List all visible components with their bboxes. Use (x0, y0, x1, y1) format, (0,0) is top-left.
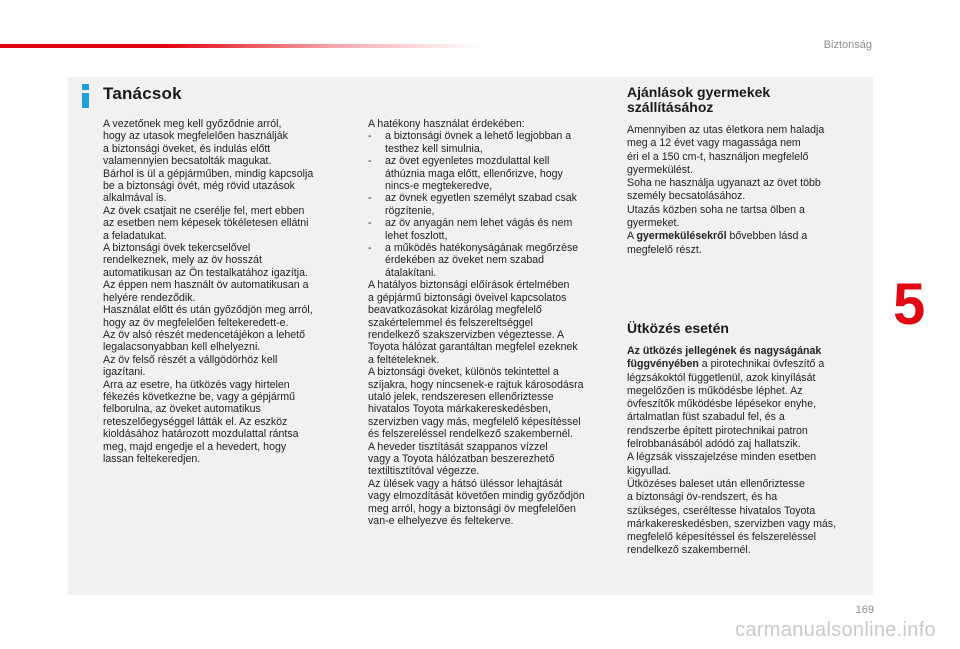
text-line: az esetben nem képesek tökéletesen ellátni (103, 217, 309, 230)
text-line: márkakereskedésben, szervizben vagy más, (627, 517, 837, 530)
text-line: kigyullad. (627, 464, 672, 477)
text-line: kioldásához határozott mozdulattal rántsa (103, 428, 299, 441)
text-line: fékezés következne be, vagy a gépjármű (103, 390, 295, 403)
text-line: Amennyiben az utas életkora nem haladja (627, 124, 825, 136)
collision-heading: Ütközés esetén (627, 320, 729, 336)
list-dash: - (368, 217, 372, 230)
text-line: nincs-e megtekeredve, (385, 180, 493, 193)
text-run: bővebben lásd a (726, 230, 808, 243)
text-line: reteszelőegységgel látták el. Az eszköz (103, 415, 288, 428)
text-line: Arra az esetre, ha ütközés vagy hirtelen (103, 378, 290, 391)
text-line: alkalmával is. (103, 192, 167, 205)
text-line: hogy az öv megfelelően feltekeredett-e. (103, 316, 289, 329)
list-item (368, 155, 608, 192)
header-accent-bar (0, 44, 480, 48)
watermark: carmanualsonline.info (735, 619, 936, 641)
list-item (368, 130, 608, 155)
text-line: a biztonsági öv-rendszert, és ha (627, 491, 778, 504)
text-line: rendelkező szakembernél. (627, 544, 751, 557)
text-line: a gépjármű biztonsági öveivel kapcsolatos (368, 291, 567, 304)
list-item (368, 242, 608, 279)
text-line (627, 358, 872, 371)
info-icon (78, 84, 94, 108)
text-line: vagy a Toyota hálózatban beszerezhető (368, 452, 555, 465)
children-heading (627, 85, 847, 115)
text-run: a pirotechnikai övfeszítő a (698, 358, 825, 371)
text-line: áthúznia maga előtt, ellenőrizve, hogy (385, 167, 563, 180)
text-line: meg a 12 évet vagy magassága nem (627, 137, 801, 150)
text-line: legalacsonyabban kell elhelyezni. (103, 341, 261, 354)
text-line: Az övek csatjait ne cserélje fel, mert ebben (103, 204, 305, 217)
chapter-number: 5 (893, 272, 926, 337)
text-line: övfeszítők működésbe lépésekor enyhe, (627, 398, 817, 411)
text-line: Ütközéses baleset után ellenőriztesse (627, 477, 805, 490)
text-line: megelőzően is működésbe léphet. Az (627, 384, 803, 397)
child-seats-reference: gyermekülésekről (636, 230, 727, 243)
text-line: rögzítenie, (385, 204, 435, 217)
list-dash: - (368, 130, 372, 143)
text-line: Az öv felső részét a vállgödörhöz kell (103, 353, 278, 366)
text-line: Az ütközés jellegének és nagyságának (627, 345, 822, 357)
text-line: automatikusan az Ön testalkatához igazítja. (103, 266, 308, 279)
text-line: érdekében az öveket nem szabad (385, 254, 545, 267)
text-line: légzsákoktól függetlenül, azok kinyílását (627, 371, 816, 384)
text-line: a feladatukat. (103, 229, 167, 242)
text-line: a biztonsági övnek a lehető legjobban a (385, 130, 572, 143)
text-line: Bárhol is ül a gépjárműben, mindig kapcsolja (103, 167, 314, 180)
text-line: A hatékony használat érdekében: (368, 118, 525, 130)
text-line: Az öv alsó részét medencetájékon a lehető (103, 328, 305, 341)
text-line: a biztonsági öveket, és indulás előtt (103, 142, 271, 155)
text-line: személy becsatolásához. (627, 190, 746, 203)
text-line: rendszerbe épített pirotechnikai patron (627, 424, 808, 437)
text-line: utaló jelek, rendszeresen ellenőriztesse (368, 390, 554, 403)
children-text (627, 124, 872, 257)
text-line: Soha ne használja ugyanazt az övet több (627, 177, 821, 190)
text-line: szíjakra, hogy nincsenek-e rajtuk károsodásra (368, 378, 584, 391)
text-line: rendelkező szakszervizben végeztesse. A (368, 328, 565, 341)
collision-text (627, 345, 872, 558)
text-line: szakértelemmel és felszereltséggel (368, 316, 533, 329)
text-line: A vezetőnek meg kell győződnie arról, (103, 118, 282, 130)
text-line: átalakítani. (385, 266, 437, 279)
text-line: helyére rendeződik. (103, 291, 196, 304)
text-line: Utazás közben soha ne tartsa ölben a (627, 203, 805, 216)
heading-line: Ajánlások gyermekek (627, 84, 771, 100)
text-line: és felszereléssel rendelkező szakembernél. (368, 428, 573, 441)
text-line: Az éppen nem használt öv automatikusan a (103, 279, 309, 292)
text-run: függvényében (627, 358, 699, 371)
text-line: A heveder tisztítását szappanos vízzel (368, 440, 548, 453)
text-line: meg arról, hogy a biztonsági öv megfelelően (368, 502, 576, 515)
text-line: igazítani. (103, 366, 146, 379)
list-dash: - (368, 192, 372, 205)
text-line: A biztonsági övek tekercselővel (103, 242, 251, 255)
text-line: A biztonsági öveket, különös tekintettel a (368, 366, 559, 379)
text-line: gyermeket. (627, 217, 680, 230)
text-line: meg, majd engedje el a hevedert, hogy (103, 440, 287, 453)
text-line: lehet foszlott, (385, 229, 448, 242)
text-line: az övet egyenletes mozdulattal kell (385, 155, 550, 168)
list-item (368, 192, 608, 217)
text-line: az öv anyagán nem lehet vágás és nem (385, 217, 573, 230)
text-line: ártalmatlan füst szabadul fel, és a (627, 411, 785, 424)
text-line: megfelelő részt. (627, 243, 702, 256)
section-label: Biztonság (823, 39, 872, 51)
list-dash: - (368, 155, 372, 168)
text-line: A hatályos biztonsági előírások értelmében (368, 279, 570, 292)
text-line: van-e elhelyezve és feltekerve. (368, 515, 514, 527)
reference-line (627, 230, 872, 243)
text-line: Toyota hálózat garantáltan megfelel ezeknek (368, 341, 578, 354)
text-line: A légzsák visszajelzése minden esetben (627, 451, 817, 464)
list-dash: - (368, 242, 372, 255)
text-line: lassan feltekeredjen. (103, 452, 201, 465)
text-line: textiltisztítóval végezze. (368, 465, 480, 478)
usage-list (368, 130, 608, 279)
text-line: szervizben vagy más, megfelelő képesítéssel (368, 415, 581, 428)
text-line: az övnek egyetlen személyt szabad csak (385, 192, 577, 205)
text-line: vagy elmozdítását követően mindig győződjön (368, 490, 585, 503)
text-run: A (627, 230, 637, 243)
text-line: felrobbanásából adódó zaj hallatszik. (627, 438, 801, 451)
text-line: szükséges, cseréltesse hivatalos Toyota (627, 504, 816, 517)
text-line: a feltételeknek. (368, 353, 440, 366)
text-line: éri el a 150 cm-t, használjon megfelelő (627, 150, 809, 163)
text-line: beavatkozásokat kizárólag megfelelő (368, 304, 542, 317)
text-line: hogy az utasok megfelelően használják (103, 130, 288, 143)
text-line: felborulna, az öveket automatikus (103, 403, 261, 416)
text-line: be a biztonsági övét, még rövid utazások (103, 180, 295, 193)
text-line: Használat előtt és után győződjön meg arról, (103, 304, 313, 317)
tips-column-1 (103, 118, 348, 465)
tips-title: Tanácsok (103, 84, 182, 103)
text-line: hivatalos Toyota márkakereskedésben, (368, 403, 551, 416)
text-line: valamennyien becsatolták magukat. (103, 155, 272, 168)
text-line: megfelelő képesítéssel és felszereléssel (627, 531, 817, 544)
text-line: gyermekülést. (627, 163, 693, 176)
heading-line: szállításához (627, 99, 714, 115)
text-line: testhez kell simulnia, (385, 142, 483, 155)
text-line: rendelkeznek, mely az öv hosszát (103, 254, 262, 267)
text-line: a működés hatékonyságának megőrzése (385, 242, 579, 255)
list-item (368, 217, 608, 242)
text-line: Az ülések vagy a hátsó üléssor lehajtását (368, 477, 563, 490)
page-number: 169 (855, 604, 874, 616)
tips-column-2 (368, 118, 608, 527)
